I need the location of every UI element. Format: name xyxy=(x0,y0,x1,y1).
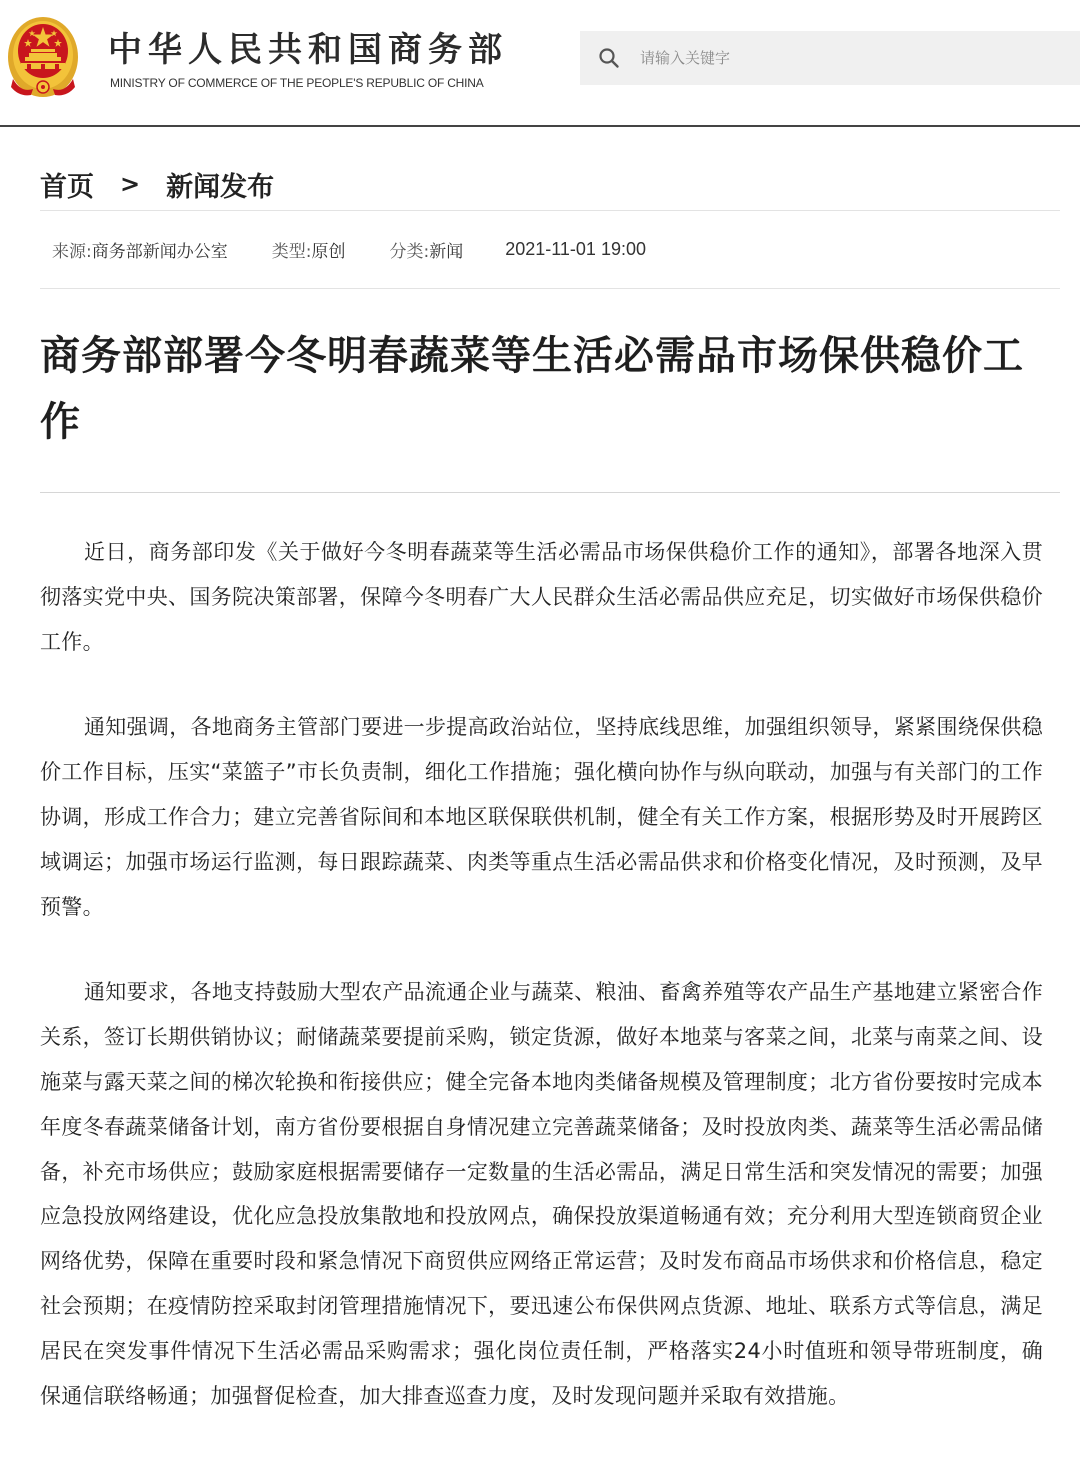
meta-category-label: 分类: xyxy=(389,241,430,262)
article-body xyxy=(40,530,1043,1459)
breadcrumb-home-link[interactable]: 首页 xyxy=(40,171,94,203)
national-emblem-icon xyxy=(7,13,79,99)
breadcrumb-current-link[interactable]: 新闻发布 xyxy=(166,171,275,203)
meta-source-label: 来源: xyxy=(52,241,92,262)
site-name-cn: 中华人民共和国商务部 xyxy=(108,30,508,70)
article-meta xyxy=(52,236,646,262)
meta-category-value: 新闻 xyxy=(429,241,464,262)
meta-type-label: 类型: xyxy=(271,241,312,262)
article-paragraph: 通知强调，各地商务主管部门要进一步提高政治站位，坚持底线思维，加强组织领导，紧紧围绕保供稳价工作目标，压实“菜篮子”市长负责制，细化工作措施；强化横向协作与纵向联动，加强与有关部门的工作协调，形成工作合力；建立完善省际间和本地区联保联供机制，健全有关工作方案，根据形势及时开展跨区域调运；加强市场运行监测，每日跟踪蔬菜、肉类等重点生活必需品供求和价格变化情况，及时预测，及早预警。 xyxy=(40,715,1043,919)
article-paragraph: 近日，商务部印发《关于做好今冬明春蔬菜等生活必需品市场保供稳价工作的通知》，部署各地深入贯彻落实党中央、国务院决策部署，保障今冬明春广大人民群众生活必需品供应充足，切实做好市场保供稳价工作。 xyxy=(40,540,1043,654)
divider xyxy=(40,492,1060,493)
meta-type xyxy=(272,237,346,262)
search-box[interactable] xyxy=(580,31,1080,85)
search-input[interactable] xyxy=(640,31,1060,85)
meta-type-value: 原创 xyxy=(311,241,346,262)
meta-source-value: 商务部新闻办公室 xyxy=(91,241,228,262)
meta-source xyxy=(52,237,228,262)
divider xyxy=(40,210,1060,211)
site-header xyxy=(0,0,1080,127)
breadcrumb xyxy=(40,162,274,206)
meta-category xyxy=(389,237,463,262)
article-paragraph: 通知要求，各地支持鼓励大型农产品流通企业与蔬菜、粮油、畜禽养殖等农产品生产基地建立紧密合作关系，签订长期供销协议；耐储蔬菜要提前采购，锁定货源，做好本地菜与客菜之间，北菜与南菜之间、设施菜与露天菜之间的梯次轮换和衔接供应；健全完备本地肉类储备规模及管理制度；北方省份要按时完成本年度冬春蔬菜储备计划，南方省份要根据自身情况建立完善蔬菜储备；及时投放肉类、蔬菜等生活必需品储备，补充市场供应；鼓励家庭根据需要储存一定数量的生活必需品，满足日常生活和突发情况的需要；加强应急投放网络建设，优化应急投放集散地和投放网点，确保投放渠道畅通有效；充分利用大型连锁商贸企业网络优势，保障在重要时段和紧急情况下商贸供应网络正常运营；及时发布商品市场供求和价格信息，稳定社会预期；在疫情防控采取封闭管理措施情况下，要迅速公布保供网点货源、地址、联系方式等信息，满足居民在突发事件情况下生活必需品采购需求；强化岗位责任制，严格落实24小时值班和领导带班制度，确保通信联络畅通；加强督促检查，加大排查巡查力度，及时发现问题并采取有效措施。 xyxy=(40,980,1043,1408)
article-title: 商务部部署今冬明春蔬菜等生活必需品市场保供稳价工作 xyxy=(40,333,1024,445)
meta-datetime: 2021-11-01 19:00 xyxy=(505,238,646,259)
search-icon[interactable] xyxy=(598,47,620,69)
divider xyxy=(40,288,1060,289)
breadcrumb-separator: > xyxy=(120,170,141,198)
site-name-en: MINISTRY OF COMMERCE OF THE PEOPLE'S REPUBLIC OF CHINA xyxy=(110,76,484,90)
